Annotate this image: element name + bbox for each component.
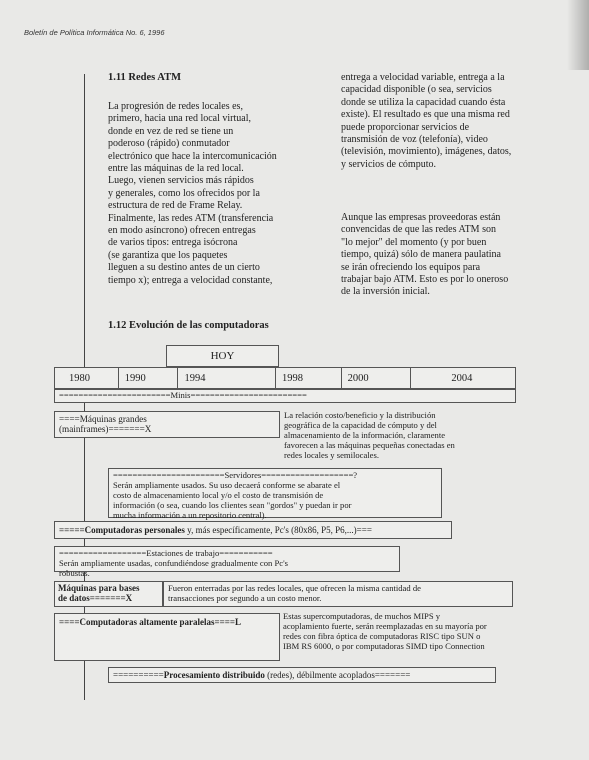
text-line: entrega a velocidad variable, entrega a la bbox=[341, 72, 505, 83]
text-line: capacidad disponible (o sea, servicios bbox=[341, 84, 492, 96]
atm-right-paragraph-2 bbox=[341, 212, 566, 299]
year-cell: 1998 bbox=[276, 368, 342, 388]
text-line: en modo asíncrono) ofrecen entregas bbox=[108, 225, 256, 237]
note-line: acoplamiento fuerte, serán reemplazadas en su mayoría por bbox=[283, 621, 487, 631]
note-line: transacciones por segundo a un costo menor. bbox=[168, 593, 322, 603]
servers-text bbox=[113, 480, 437, 520]
atm-right-paragraph-1 bbox=[341, 72, 566, 171]
note-line: Fueron enterradas por las redes locales, que ofrecen la misma cantidad de bbox=[168, 583, 421, 593]
database-machines-bar bbox=[54, 581, 163, 607]
section-title-evolution: 1.12 Evolución de las computadoras bbox=[108, 320, 269, 331]
atm-left-column bbox=[108, 101, 333, 287]
text-line: existe). El resultado es que una misma red bbox=[341, 109, 510, 121]
text-line: (se garantiza que los paquetes bbox=[108, 249, 228, 261]
text-line: (televisión, movimiento), imágenes, datos, bbox=[341, 146, 512, 158]
pcs-label: =====Computadoras personales bbox=[59, 525, 185, 535]
text-line: poderoso (rápido) conmutador bbox=[108, 138, 230, 150]
text-line: electrónico que hace la intercomunicación bbox=[108, 150, 277, 162]
text-line: estructura de red de Frame Relay. bbox=[108, 200, 243, 212]
note-line: mucha información a un repositorio central). bbox=[113, 510, 267, 520]
text-line: lleguen a su destino antes de un cierto bbox=[108, 262, 260, 274]
mainframes-bar bbox=[54, 411, 280, 438]
note-line: Serán ampliamente usados. Su uso decaerá conforme se abarate el bbox=[113, 480, 341, 490]
note-line: almacenamiento de la información, claramente bbox=[284, 430, 446, 440]
mainframes-label-line: (mainframes)=======X bbox=[59, 424, 152, 434]
text-line: y generales, como los ofrecidos por la bbox=[108, 187, 260, 199]
running-header: Boletín de Política Informática No. 6, 1996 bbox=[24, 28, 165, 37]
servers-box bbox=[108, 468, 442, 518]
text-line: "lo mejor" del momento (y por buen bbox=[341, 236, 487, 248]
text-line: trabajar bajo ATM. Esto es por lo oneroso bbox=[341, 274, 509, 286]
text-line: y servicios de cómputo. bbox=[341, 158, 436, 170]
distributed-prefix: ========== bbox=[113, 670, 164, 680]
text-line: donde en vez de red se tiene un bbox=[108, 125, 234, 137]
text-line: transmisión de voz (telefonía), video bbox=[341, 134, 488, 146]
minis-bar: =======================Minis======================== bbox=[54, 389, 516, 403]
servers-title: =======================Servidores===================? bbox=[113, 470, 358, 480]
section-title-atm: 1.11 Redes ATM bbox=[108, 72, 182, 83]
today-label: HOY bbox=[166, 345, 279, 367]
text-line: entre las máquinas de la red local. bbox=[108, 163, 244, 175]
database-label-line: Máquinas para bases bbox=[58, 583, 140, 593]
mainframes-note bbox=[284, 410, 516, 460]
text-line: tiempo x); entrega a velocidad constante, bbox=[108, 274, 273, 286]
note-line: Estas supercomputadoras, de muchos MIPS y bbox=[283, 611, 441, 621]
note-line: costo de almacenamiento local y/o el costo de transmisión de bbox=[113, 490, 324, 500]
parallel-computers-note bbox=[283, 611, 517, 651]
distributed-rest: (redes), débilmente acoplados======= bbox=[264, 670, 411, 680]
note-line: redes locales y semilocales. bbox=[284, 450, 379, 460]
distributed-label: Procesamiento distribuido bbox=[163, 670, 265, 680]
mainframes-label-line: ====Máquinas grandes bbox=[59, 414, 147, 424]
text-line: donde se utiliza la capacidad cuando ésta bbox=[341, 96, 506, 108]
note-line: IBM RS 6000, o por computadoras SIMD tipo Connection bbox=[283, 641, 485, 651]
pcs-bar bbox=[54, 521, 452, 539]
text-line: se irán ofreciendo los equipos para bbox=[341, 261, 481, 273]
workstations-text bbox=[59, 558, 395, 578]
text-line: Luego, vienen servicios más rápidos bbox=[108, 175, 254, 187]
scan-shadow bbox=[567, 0, 589, 70]
text-line: de la inversión inicial. bbox=[341, 286, 430, 298]
year-cell: 1990 bbox=[119, 368, 179, 388]
text-line: primero, hacia una red local virtual, bbox=[108, 113, 251, 125]
margin-rule-top bbox=[84, 74, 85, 374]
year-cell: 2004 bbox=[451, 372, 473, 384]
text-line: La progresión de redes locales es, bbox=[108, 101, 243, 112]
year-cell: 1994 bbox=[178, 368, 276, 388]
distributed-processing-bar bbox=[108, 667, 496, 683]
text-line: de varios tipos: entrega isócrona bbox=[108, 237, 238, 249]
text-line: Finalmente, las redes ATM (transferencia bbox=[108, 212, 274, 224]
text-line: tiempo, quizá) sólo de manera paulatina bbox=[341, 249, 501, 261]
text-line: convencidas de que las redes ATM son bbox=[341, 224, 496, 236]
text-line: Aunque las empresas proveedoras están bbox=[341, 212, 501, 223]
database-label-line: de datos=======X bbox=[58, 593, 133, 603]
workstations-box bbox=[54, 546, 400, 578]
database-machines-note bbox=[163, 581, 513, 607]
workstations-title: ==================Estaciones de trabajo=========== bbox=[59, 548, 273, 558]
text-line: puede proporcionar servicios de bbox=[341, 121, 470, 133]
note-line: Serán ampliamente usadas, confundiéndose gradualmente con Pc's bbox=[59, 558, 288, 568]
note-line: robustas. bbox=[59, 568, 90, 578]
note-line: redes con fibra óptica de computadoras RISC tipo SUN o bbox=[283, 631, 481, 641]
year-row bbox=[54, 367, 516, 389]
year-cell: 1980 bbox=[55, 368, 119, 388]
note-line: favorecen a las máquinas pequeñas conectadas en bbox=[284, 440, 455, 450]
parallel-computers-bar: ====Computadoras altamente paralelas====L bbox=[54, 613, 280, 661]
note-line: información (o sea, cuando los clientes sean "gordos" y puedan ir por bbox=[113, 500, 352, 510]
pcs-rest: y, más específicamente, Pc's (80x86, P5, P6,...)=== bbox=[184, 525, 372, 535]
note-line: La relación costo/beneficio y la distribución bbox=[284, 410, 436, 420]
year-cell: 2000 bbox=[342, 368, 412, 388]
note-line: geográfica de la capacidad de cómputo y del bbox=[284, 420, 437, 430]
